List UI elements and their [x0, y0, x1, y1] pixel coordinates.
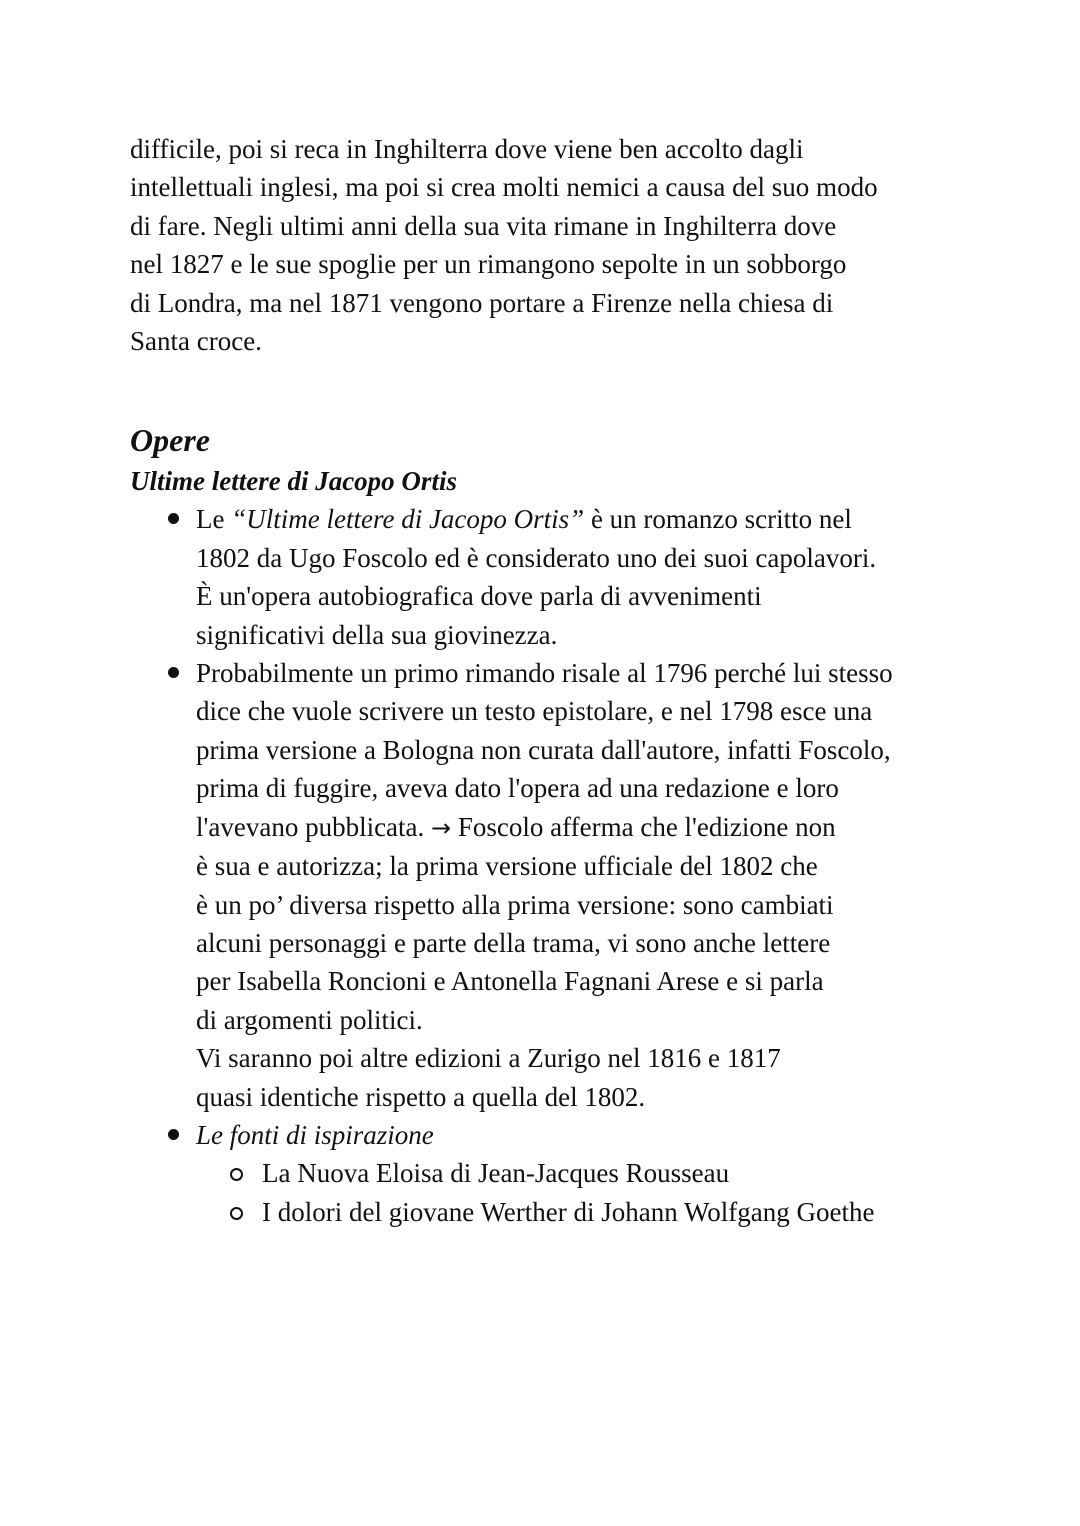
bullet-line: è un po’ diversa rispetto alla prima versione: sono cambiati: [196, 889, 834, 920]
arrow-line-end: Foscolo afferma che l'edizione non: [451, 811, 836, 842]
bullet-line: [196, 808, 960, 847]
intro-line: difficile, poi si reca in Inghilterra dove viene ben accolto dagli: [130, 134, 804, 164]
sources-label: Le fonti di ispirazione: [196, 1119, 434, 1150]
bullet-dot-icon: [168, 667, 179, 678]
bullet-line: Vi saranno poi altre edizioni a Zurigo nel 1816 e 1817: [196, 1043, 781, 1074]
document-page: [130, 130, 960, 1231]
bullet-line: è sua e autorizza; la prima versione ufficiale del 1802 che: [196, 851, 818, 882]
bullet-line: per Isabella Roncioni e Antonella Fagnani Arese e si parla: [196, 966, 824, 997]
section-subheading: Ultime lettere di Jacopo Ortis: [130, 466, 457, 497]
section-heading: Opere: [130, 422, 210, 459]
source-text: I dolori del giovane Werther di Johann Wolfgang Goethe: [262, 1196, 875, 1227]
bullet-dot-icon: [168, 1129, 179, 1140]
bullet-item-overview: [130, 500, 960, 654]
bullet-line: alcuni personaggi e parte della trama, vi sono anche lettere: [196, 927, 831, 958]
intro-line: nel 1827 e le sue spoglie per un rimangono sepolte in un sobborgo: [130, 249, 847, 280]
bullet-prefix: Le: [196, 504, 232, 535]
intro-line: di fare. Negli ultimi anni della sua vita rimane in Inghilterra dove: [130, 210, 837, 241]
bullet-line: prima versione a Bologna non curata dall'autore, infatti Foscolo,: [196, 734, 891, 765]
bullet-line: dice che vuole scrivere un testo epistolare, e nel 1798 esce una: [196, 696, 873, 727]
intro-line: intellettuali inglesi, ma poi si crea molti nemici a causa del suo modo: [130, 172, 878, 203]
arrow-line-start: l'avevano pubblicata.: [196, 811, 432, 842]
right-arrow-icon: →: [431, 813, 452, 842]
bullet-line: 1802 da Ugo Foscolo ed è considerato uno dei suoi capolavori.: [196, 542, 877, 573]
work-title: “Ultime lettere di Jacopo Ortis”: [231, 504, 585, 535]
bullet-line: di argomenti politici.: [196, 1004, 423, 1035]
bullet-line: [196, 500, 960, 538]
intro-paragraph: [130, 130, 960, 360]
bullet-line: È un'opera autobiografica dove parla di avvenimenti: [196, 581, 762, 612]
circle-bullet-icon: [230, 1207, 243, 1220]
bullet-dot-icon: [168, 513, 179, 524]
bullet-line: significativi della sua giovinezza.: [196, 619, 558, 650]
bullet-item-history: [130, 654, 960, 1116]
bullet-line: prima di fuggire, aveva dato l'opera ad una redazione e loro: [196, 773, 839, 804]
sub-list-item: [196, 1193, 960, 1231]
bullet-rest: è un romanzo scritto nel: [584, 504, 852, 535]
sources-list: [196, 1154, 960, 1231]
circle-bullet-icon: [230, 1168, 243, 1181]
source-text: La Nuova Eloisa di Jean-Jacques Rousseau: [262, 1158, 730, 1189]
bullet-list: [130, 500, 960, 1231]
bullet-line: quasi identiche rispetto a quella del 1802.: [196, 1081, 646, 1112]
intro-line: Santa croce.: [130, 326, 262, 357]
intro-line: di Londra, ma nel 1871 vengono portare a Firenze nella chiesa di: [130, 287, 834, 318]
sub-list-item: [196, 1154, 960, 1192]
bullet-line: Probabilmente un primo rimando risale al 1796 perché lui stesso: [196, 658, 893, 689]
bullet-item-sources: [130, 1116, 960, 1231]
